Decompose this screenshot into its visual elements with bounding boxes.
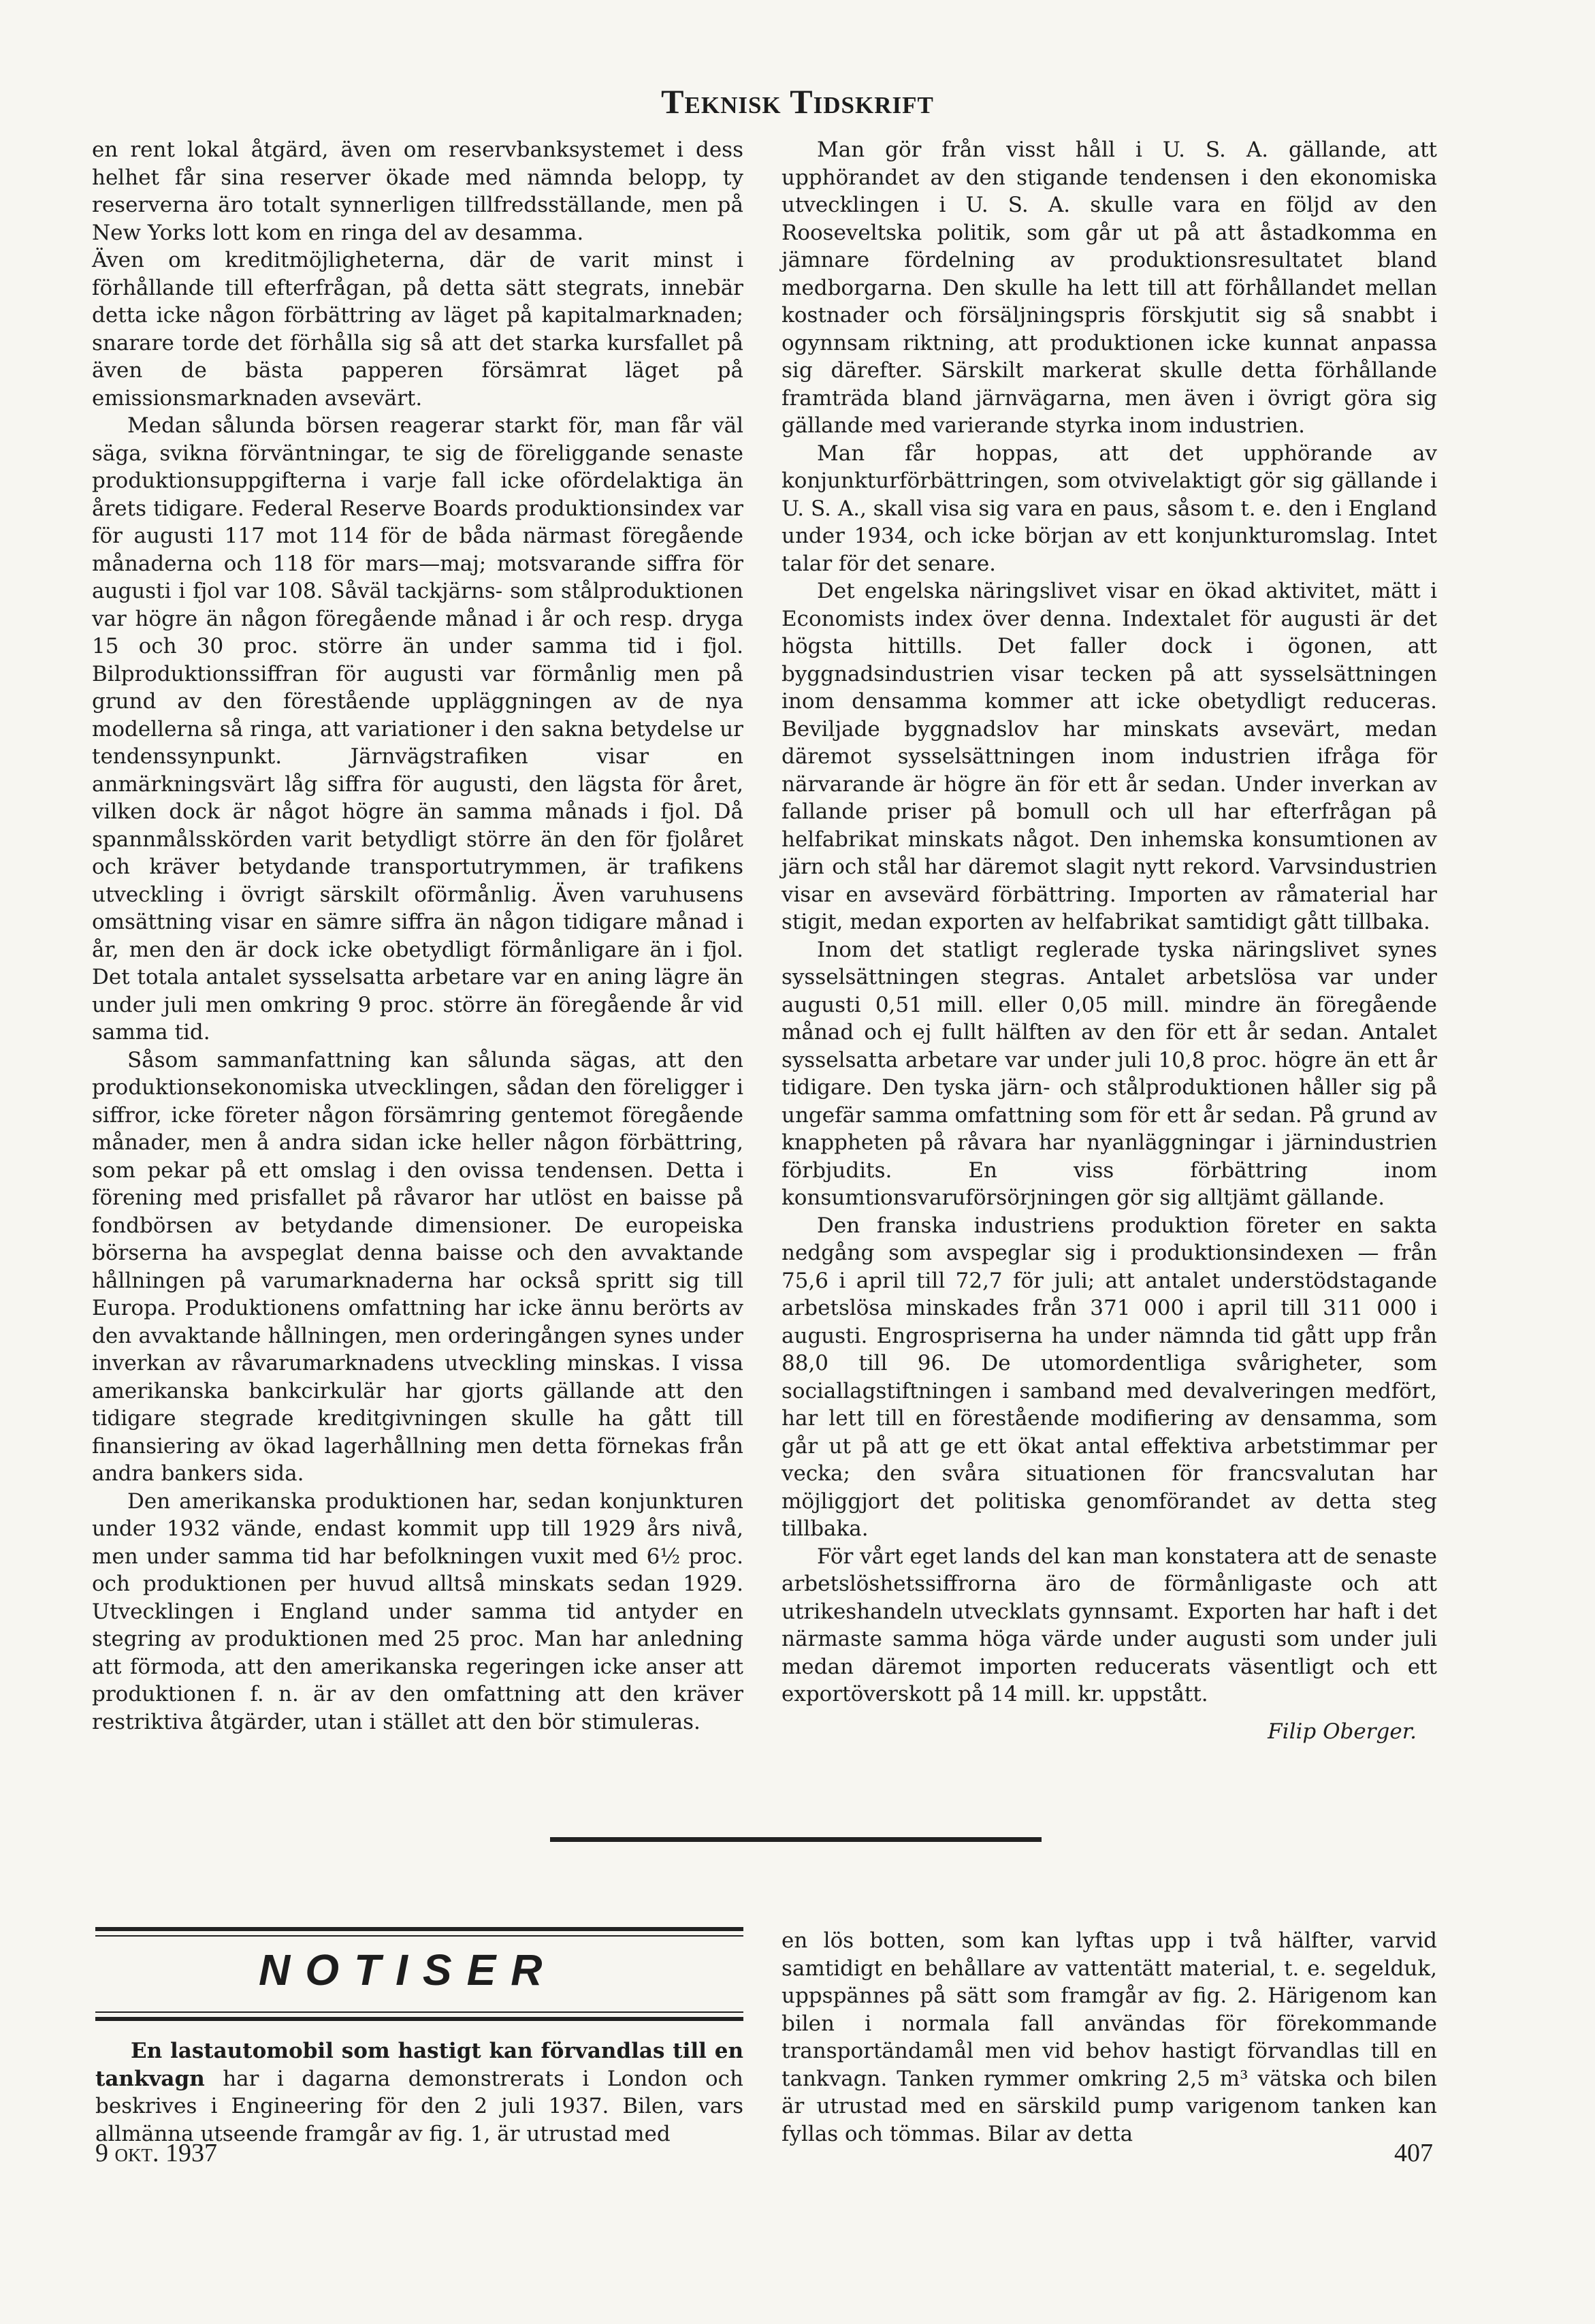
article-column-right	[782, 136, 1437, 1745]
paragraph: Den franska industriens produktion företer en sakta nedgång som avspeglar sig i produktionsindexen — från 75,6 i april till 72,7 för juli; att antalet understödstagande arbetslösa minskades från 371 000 i april till 311 000 i augusti. Engrospriserna ha under nämnda tid gått upp från 88,0 till 96. De utomordentliga svårigheter, som sociallagstiftningen i samband med devalveringen medfört, har lett till en förestående modifiering av densamma, som går ut på att ge ett ökat antal effektiva arbetstimmar per vecka; den svåra situationen för francsvalutan har möjliggjort det politiska genomförandet av detta steg tillbaka.	[782, 1213, 1437, 1541]
paragraph: Den amerikanska produktionen har, sedan konjunkturen under 1932 vände, endast kommit upp till 1929 års nivå, men under samma tid har befolkningen vuxit med 6½ proc. och produktionen per huvud alltså minskats sedan 1929. Utvecklingen i England under samma tid antyder en stegring av produktionen med 25 proc. Man har anledning att förmoda, att den amerikanska regeringen icke anser att produktionen f. n. är av den omfattning att den kräver restriktiva åtgärder, utan i stället att den bör stimuleras.	[92, 1489, 743, 1734]
notiser-column-left	[95, 2037, 743, 2148]
rule-line	[95, 2011, 743, 2013]
notiser-text: har i dagarna demonstrerats i London och beskrives i Engineering för den 2 juli 1937. Bilen, vars allmänna utseende framgår av fig. 1, är utrustad med	[95, 2066, 743, 2146]
notiser-text-continued: en lös botten, som kan lyftas upp i två hälfter, varvid samtidigt en behållare av vattentätt material, t. e. segelduk, uppspännes på sätt som framgår av fig. 2. Härigenom kan bilen i normala fall användas för förekommande transportändamål men vid behov hastigt förvandlas till en tankvagn. Tanken rymmer omkring 2,5 m³ vätska och bilen är utrustad med en särskild pump varigenom tanken kan fyllas och tömmas. Bilar av detta	[782, 1928, 1437, 2146]
rule-line	[95, 1935, 743, 1937]
paragraph: Medan sålunda börsen reagerar starkt för, man får väl säga, svikna förväntningar, te sig de föreliggande senaste produktionsuppgifterna i varje fall icke ofördelaktiga än årets tidigare. Federal Reserve Boards produktionsindex var för augusti 117 mot 114 för de båda närmast föregående månaderna och 118 för mars—maj; motsvarande siffra för augusti i fjol var 108. Såväl tackjärns- som stålproduktionen var högre än någon föregående månad i år och resp. dryga 15 och 30 proc. större än under samma tid i fjol. Bilproduktionssiffran för augusti var förmånlig men på grund av den förestående uppläggningen av de nya modellerna så ringa, att variationer i den sakna betydelse ur tendenssynpunkt. Järnvägstrafiken visar en anmärkningsvärt låg siffra för augusti, den lägsta för året, vilken dock är något högre än samma månads i fjol. Då spannmålsskörden varit betydligt större än den för fjolåret och kräver betydande transportutrymmen, är trafikens utveckling i övrigt särskilt oförmånlig. Även varuhusens omsättning visar en sämre siffra än någon tidigare månad i år, men den är dock icke obetydligt förmånligare än i fjol. Det totala antalet sysselsatta arbetare var en aning lägre än under juli men omkring 9 proc. större än föregående år vid samma tid.	[92, 413, 743, 1045]
page-number: 407	[1394, 2139, 1433, 2167]
paragraph: Man gör från visst håll i U. S. A. gällande, att upphörandet av den stigande tendensen i den ekonomiska utvecklingen i U. S. A. skulle vara en följd av den Rooseveltska politik, som går ut på att åstadkomma en jämnare fördelning av produktionsresultatet bland medborgarna. Den skulle ha lett till att förhållandet mellan kostnader och försäljningspris förskjutit sig så snabbt i ogynnsam riktning, att produktionen icke kunnat anpassa sig därefter. Särskilt markerat skulle detta förhållande framträda bland järnvägarna, men även i övrigt göra sig gällande med varierande styrka inom industrien.	[782, 138, 1437, 438]
paragraph: För vårt eget lands del kan man konstatera att de senaste arbetslöshetssiffrorna äro de förmånligaste och att utrikeshandeln utvecklats gynnsamt. Exporten har haft i det närmaste samma höga värde under augusti som under juli medan däremot importen reducerats väsentligt och ett exportöverskott på 14 mill. kr. uppstått.	[782, 1544, 1437, 1706]
paragraph: Såsom sammanfattning kan sålunda sägas, att den produktionsekonomiska utvecklingen, sådan den föreligger i siffror, icke företer någon försämring gentemot föregående månader, men å andra sidan icke heller någon förbättring, som pekar på ett omslag i den ovissa tendensen. Detta i förening med prisfallet på råvaror har utlöst en baisse på fondbörsen av betydande dimensioner. De europeiska börserna ha avspeglat denna baisse och den avvaktande hållningen på varumarknaderna har också spritt sig till Europa. Produktionens omfattning har icke ännu berörts av den avvaktande hållningen, men orderingången synes under inverkan av råvarumarknadens utveckling minskas. I vissa amerikanska bankcirkulär har gjorts gällande att den tidigare stegrade kreditgivningen skulle ha gått till finansiering av ökad lagerhållning men detta förnekas från andra bankers sida.	[92, 1047, 743, 1486]
notiser-heading-box	[95, 1927, 743, 2021]
paragraph: en rent lokal åtgärd, även om reservbanksystemet i dess helhet får sina reserver ökade med nämnda belopp, ty reserverna äro totalt synnerligen tillfredsställande, men på New Yorks lott kom en ringa del av desamma.	[92, 138, 743, 245]
notiser-title: NOTISER	[259, 1945, 558, 1994]
article-column-left	[92, 136, 743, 1736]
paragraph: Inom det statligt reglerade tyska näringslivet synes sysselsättningen stegras. Antalet arbetslösa var under augusti 0,51 mill. eller 0,05 mill. mindre än föregående månad och ej fullt hälften av den för ett år sedan. Antalet sysselsatta arbetare var under juli 10,8 proc. högre än ett år tidigare. Den tyska järn- och stålproduktionen håller sig på ungefär samma omfattning som för ett år sedan. På grund av knappheten på råvara har nyanläggningar i järnindustrien förbjudits. En viss förbättring inom konsumtionsvaruförsörjningen gör sig alltjämt gällande.	[782, 937, 1437, 1210]
author-signature: Filip Oberger.	[1268, 1719, 1417, 1744]
notiser-column-right	[782, 1927, 1437, 2148]
footer-date: 9 okt. 1937	[95, 2139, 217, 2167]
section-divider	[550, 1837, 1042, 1842]
paragraph: Det engelska näringslivet visar en ökad aktivitet, mätt i Economists index över denna. Indextalet för augusti är det högsta hittills. Det faller dock i ögonen, att byggnadsindustrien visar tecken på att sysselsättningen inom densamma kommer att icke obetydligt reduceras. Beviljade byggnadslov har minskats avsevärt, medan däremot sysselsättningen inom industrien ifråga för närvarande är högre än för ett år sedan. Under inverkan av fallande priser på bomull och ull har efterfrågan på helfabrikat minskats något. Den inhemska konsumtionen av järn och stål har däremot slagit nytt rekord. Varvsindustrien visar en avsevärd förbättring. Importen av råmaterial har stigit, medan exporten av helfabrikat samtidigt gått tillbaka.	[782, 579, 1437, 934]
notiser-lead: En lastautomobil som hastigt kan förvandlas till en tankvagn	[95, 2039, 743, 2091]
journal-header: Teknisk Tidskrift	[661, 82, 934, 121]
paragraph: Även om kreditmöjligheterna, där de varit minst i förhållande till efterfrågan, på detta sätt stegrats, innebär detta icke någon förbättring av läget på kapitalmarknaden; snarare torde det förhålla sig så att det starka kursfallet på även de bästa papperen försämrat läget på emissionsmarknaden avsevärt.	[92, 248, 743, 411]
paragraph: Man får hoppas, att det upphörande av konjunkturförbättringen, som otvivelaktigt gör sig gällande i U. S. A., skall visa sig vara en paus, såsom t. e. den i England under 1934, och icke början av ett konjunkturomslag. Intet talar för det senare.	[782, 441, 1437, 576]
